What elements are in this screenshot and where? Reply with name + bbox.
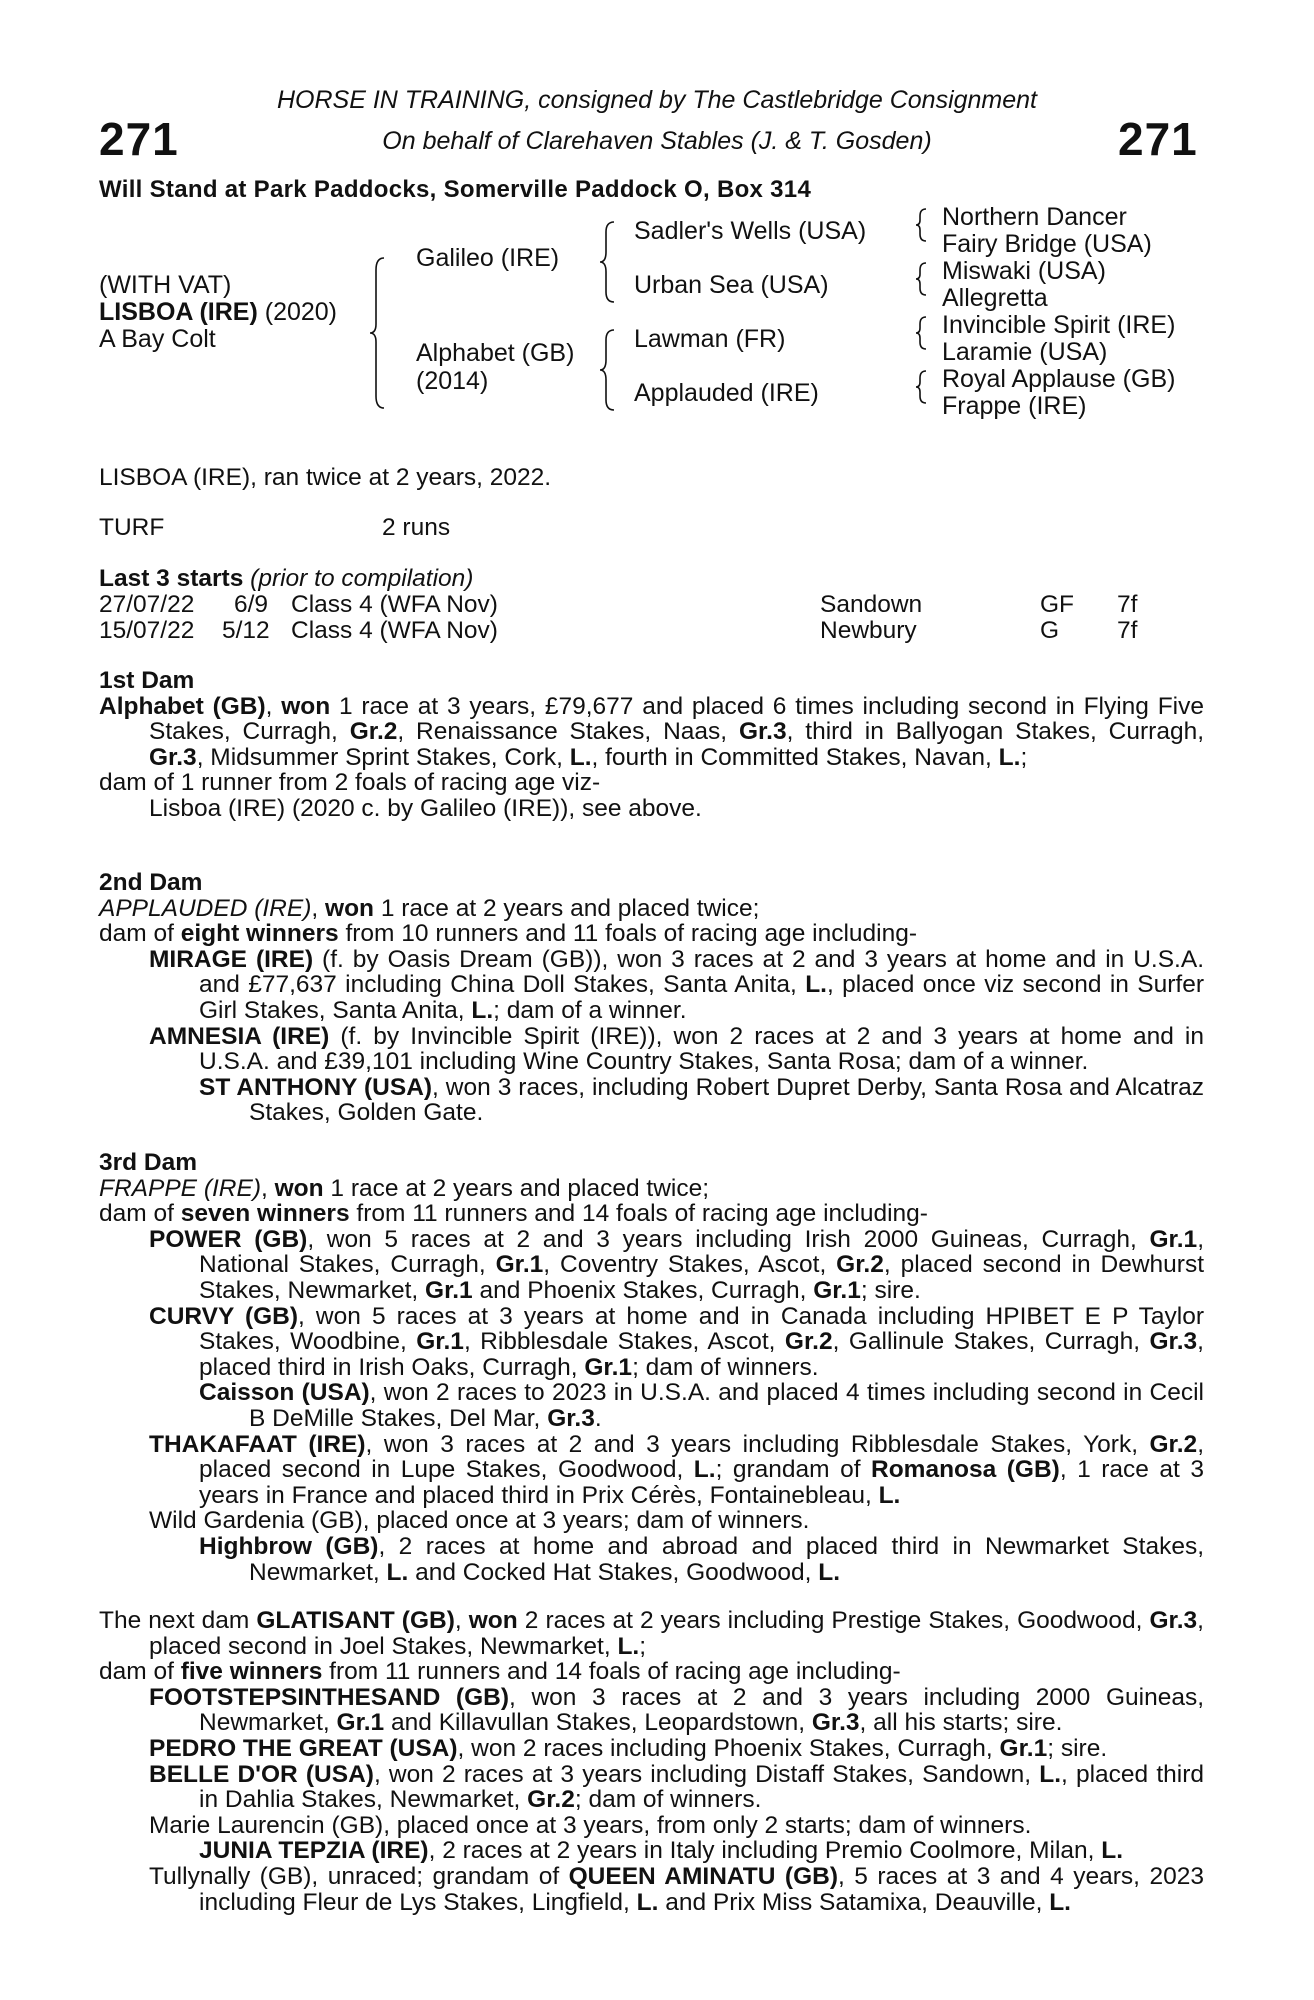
stand-location: Will Stand at Park Paddocks, Somerville Paddock O, Box 314 [99,176,812,203]
lot-number-left: 271 [99,113,179,165]
brace-gen1 [372,258,392,408]
horse-name: LISBOA (IRE) [99,298,258,326]
produce-power: POWER (GB), won 5 races at 2 and 3 years including Irish 2000 Guineas, Curragh, Gr.1, National Stakes, Curragh, Gr.1, Coventry Stakes, Ascot, Gr.2, placed second in Dewhurst Stakes, Newmarket, Gr.1 and Phoenix Stakes, Curragh, Gr.1; sire. [149,1225,1204,1304]
pedigree-dss: Invincible Spirit (IRE) [942,311,1176,339]
first-dam-foal: Lisboa (IRE) (2020 c. by Galileo (IRE)), see above. [149,794,702,822]
produce-footstepsinthesand: FOOTSTEPSINTHESAND (GB), won 3 races at 2 and 3 years including 2000 Guineas, Newmarket, Gr.1 and Killavullan Stakes, Leopardstown, Gr.3, all his starts; sire. [149,1683,1205,1737]
turf-runs: 2 runs [382,514,451,541]
second-dam-name: APPLAUDED (IRE) [99,894,312,922]
start-row-race: Class 4 (WFA Nov) [291,591,498,618]
third-dam-heading: 3rd Dam [99,1149,198,1176]
pedigree-dds: Royal Applause (GB) [942,365,1176,393]
brace-sire [602,222,622,302]
start-row-going: G [1040,617,1060,644]
pedigree-sire: Galileo (IRE) [416,244,560,272]
lot-number-right: 271 [1118,113,1198,165]
first-dam-section [99,668,1204,822]
first-dam-produce: dam of 1 runner from 2 foals of racing age viz- [99,769,601,797]
pedigree-dam-year: (2014) [416,367,489,395]
produce-mirage: MIRAGE (IRE) (f. by Oasis Dream (GB)), won 3 races at 2 and 3 years at home and in U.S.A. and £77,637 including China Doll Stakes, Santa Anita, L., placed once viz second in Surfer Girl Stakes, Santa Anita, L.; dam of a winner. [149,945,1204,1024]
first-dam-record: Alphabet (GB), won 1 race at 3 years, £79,677 and placed 6 times including second in Flying Five Stakes, Curragh, Gr.2, Renaissance Stakes, Naas, Gr.3, third in Ballyogan Stakes, Curragh, Gr.3, Midsummer Sprint Stakes, Cork, L., fourth in Committed Stakes, Navan, L.; [99,692,1204,771]
pedigree-dam-dam: Applauded (IRE) [634,379,819,407]
pedigree-ddd: Frappe (IRE) [942,392,1087,420]
start-row-course: Sandown [820,591,923,618]
third-dam-record: FRAPPE (IRE), won 1 race at 2 years and placed twice; [99,1174,710,1202]
produce-tullynally: Tullynally (GB), unraced; grandam of QUEEN AMINATU (GB), 5 races at 3 and 4 years, 2023 including Fleur de Lys Stakes, Lingfield, L. and Prix Miss Satamixa, Deauville, L. [149,1862,1204,1916]
first-dam-heading: 1st Dam [99,667,195,694]
next-dam-produce: dam of five winners from 11 runners and 14 foals of racing age including- [99,1658,901,1686]
pedigree-dam-sire: Lawman (FR) [634,325,786,353]
vat-note: (WITH VAT) [99,271,232,299]
start-row-course: Newbury [820,617,917,644]
produce-amnesia: AMNESIA (IRE) (f. by Invincible Spirit (IRE)), won 2 races at 2 and 3 years at home and in U.S.A. and £39,101 including Wine Country Stakes, Santa Rosa; dam of a winner. [149,1022,1204,1076]
second-dam-heading: 2nd Dam [99,869,203,896]
third-dam-produce: dam of seven winners from 11 runners and 14 foals of racing age including- [99,1200,928,1228]
third-dam-section [99,1150,1204,1585]
produce-junia-tepzia: JUNIA TEPZIA (IRE), 2 races at 2 years in Italy including Premio Coolmore, Milan, L. [199,1837,1124,1865]
race-summary: LISBOA (IRE), ran twice at 2 years, 2022. [99,464,552,491]
last-starts-title: Last 3 starts [99,565,244,592]
brace-dam [602,330,622,410]
start-row-going: GF [1040,591,1075,618]
horse-year: (2020) [257,298,338,326]
produce-caisson: Caisson (USA), won 2 races to 2023 in U.S.A. and placed 4 times including second in Cecil B DeMille Stakes, Del Mar, Gr.3. [199,1379,1204,1432]
produce-highbrow: Highbrow (GB), 2 races at home and abroad and placed third in Newmarket Stakes, Newmarket, L. and Cocked Hat Stakes, Goodwood, L. [199,1532,1204,1586]
pedigree-sds: Miswaki (USA) [942,257,1106,285]
pedigree-dsd: Laramie (USA) [942,338,1108,366]
last-starts-note: (prior to compilation) [243,565,474,592]
brace-ds [916,317,930,349]
start-row-distance: 7f [1117,591,1138,618]
produce-wild-gardenia: Wild Gardenia (GB), placed once at 3 years; dam of winners. [149,1507,810,1535]
next-dam-name: GLATISANT (GB) [256,1607,455,1634]
last-starts-heading [99,566,473,592]
start-row-position: 6/9 [234,591,269,618]
pedigree-dam: Alphabet (GB) [416,339,575,367]
produce-st-anthony: ST ANTHONY (USA), won 3 races, including Robert Dupret Derby, Santa Rosa and Alcatraz Stakes, Golden Gate. [199,1073,1204,1127]
turf-label: TURF [99,514,165,541]
brace-ss [916,209,930,241]
horse-description: A Bay Colt [99,325,216,353]
start-row-date: 15/07/22 [99,617,195,644]
consignment-line: HORSE IN TRAINING, consigned by The Castlebridge Consignment [276,86,1038,114]
start-row-distance: 7f [1117,617,1138,644]
produce-belle-dor: BELLE D'OR (USA), won 2 races at 3 years including Distaff Stakes, Sandown, L., placed third in Dahlia Stakes, Newmarket, Gr.2; dam of winners. [149,1760,1204,1814]
third-dam-name: FRAPPE (IRE) [99,1174,261,1202]
start-row-race: Class 4 (WFA Nov) [291,617,498,644]
next-dam-record: The next dam GLATISANT (GB), won 2 races at 2 years including Prestige Stakes, Goodwood, Gr.3, placed second in Joel Stakes, Newmarket, L.; [99,1607,1204,1660]
second-dam-produce: dam of eight winners from 10 runners and 11 foals of racing age including- [99,920,917,948]
horse-title [99,299,337,326]
brace-dd [916,371,930,403]
produce-thakafaat: THAKAFAAT (IRE), won 3 races at 2 and 3 years including Ribblesdale Stakes, York, Gr.2, placed second in Lupe Stakes, Goodwood, L.; grandam of Romanosa (GB), 1 race at 3 years in France and placed third in Prix Cérès, Fontainebleau, L. [149,1430,1204,1509]
brace-sd [916,263,930,295]
behalf-line: On behalf of Clarehaven Stables (J. & T. Gosden) [382,127,932,155]
first-dam-name: Alphabet (GB) [99,692,266,720]
pedigree-sire-dam: Urban Sea (USA) [634,271,829,299]
pedigree-ssd: Fairy Bridge (USA) [942,230,1152,258]
pedigree-sdd: Allegretta [942,284,1048,312]
second-dam-section [99,870,1204,1126]
pedigree-sire-sire: Sadler's Wells (USA) [634,217,867,245]
produce-pedro-the-great: PEDRO THE GREAT (USA), won 2 races including Phoenix Stakes, Curragh, Gr.1; sire. [149,1734,1108,1762]
start-row-position: 5/12 [222,617,270,644]
produce-curvy: CURVY (GB), won 5 races at 3 years at home and in Canada including HPIBET E P Taylor Stakes, Woodbine, Gr.1, Ribblesdale Stakes, Ascot, Gr.2, Gallinule Stakes, Curragh, Gr.3, placed third in Irish Oaks, Curragh, Gr.1; dam of winners. [149,1302,1204,1381]
pedigree-sss: Northern Dancer [942,203,1127,231]
start-row-date: 27/07/22 [99,591,195,618]
second-dam-record: APPLAUDED (IRE), won 1 race at 2 years and placed twice; [99,894,760,922]
next-dam-section [99,1608,1204,1915]
produce-marie-laurencin: Marie Laurencin (GB), placed once at 3 years, from only 2 starts; dam of winners. [149,1811,1032,1839]
